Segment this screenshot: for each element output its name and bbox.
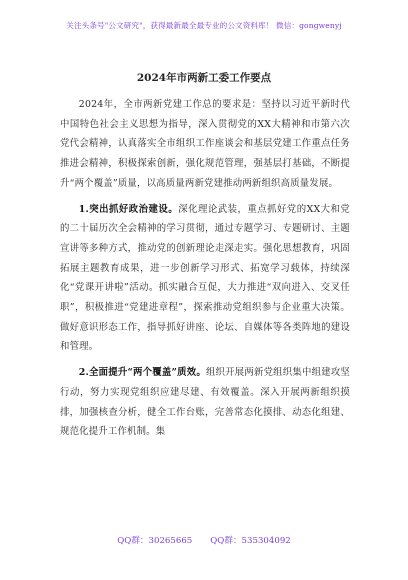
section-paragraph-1 xyxy=(60,200,350,358)
document-title: 2024年市两新工委工作要点 xyxy=(136,72,272,84)
section-1-heading: 1.突出抓好政治建设。 xyxy=(78,203,179,215)
section-2-text: 组织开展两新党组织集中组建攻坚行动，努力实现党组织应建尽建、有效覆盖。深入开展两新组织摸排，加强核查分析，健全工作台账，完善常态化摸排、动态化组建、规范化提升工作机制。集 xyxy=(60,367,350,438)
document-body xyxy=(60,95,350,442)
section-1-text: 深化理论武装，重点抓好党的XX大和党的二十届历次全会精神的学习贯彻，通过专题学习、专题研讨、主题宣讲等多种方式，推动党的创新理论走深走实。强化思想教育，巩固拓展主题教育成果，进一步创新学习形式、拓宽学习载体，持续深化“党课开讲啦”活动。抓实融合互促，大力推进“双向进入、交叉任职”，积极推进“党建进章程”，探索推动党组织参与企业重大决策。做好意识形态工作，指导抓好讲座、论坛、自媒体等各类阵地的建设和管理。 xyxy=(60,203,350,353)
header-banner: 关注头条号"公文研究"，获得最新最全最专业的公文资料库！ 微信：gongwenyj xyxy=(66,21,342,30)
footer-qq-group-2: QQ群：535304092 xyxy=(210,536,291,546)
section-2-heading: 2.全面提升“两个覆盖”质效。 xyxy=(78,367,206,379)
footer-qq-group-1: QQ群：30265665 xyxy=(117,536,193,546)
intro-paragraph: 2024年，全市两新党建工作总的要求是：坚持以习近平新时代中国特色社会主义思想为指导，深入贯彻党的XX大精神和市第六次党代会精神，认真落实全市组织工作座谈会和基层党建工作重点任务推进会精神，积极探索创新，强化规范管理，强基层打基础，不断提升“两个覆盖”质量，以高质量两新党建推动两新组织高质量发展。 xyxy=(60,99,350,189)
section-paragraph-2 xyxy=(60,363,350,442)
footer-contact xyxy=(0,534,408,546)
